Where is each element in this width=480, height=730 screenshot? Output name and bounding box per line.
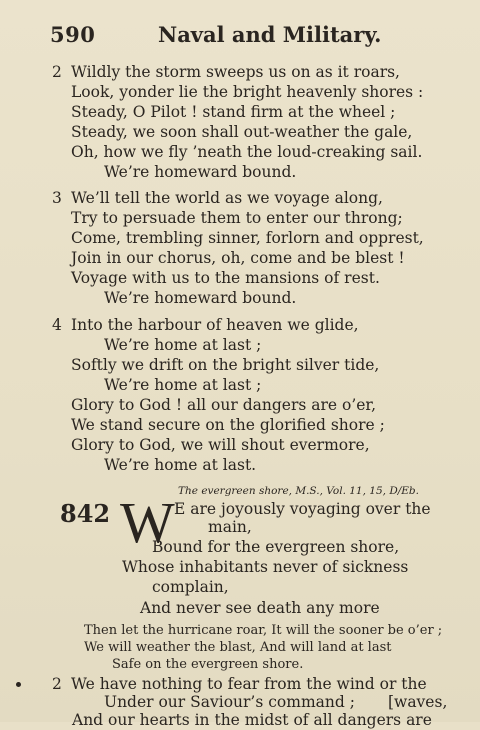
verse-line: Bound for the evergreen shore, xyxy=(152,538,400,556)
verse-line: Wildly the storm sweeps us on as it roars, xyxy=(71,63,400,81)
verse-number: 3 xyxy=(52,189,62,207)
drop-cap: W xyxy=(120,490,175,555)
verse-line: Steady, O Pilot ! stand firm at the wheel ; xyxy=(71,103,396,121)
chorus-line: Then let the hurricane roar, It will the sooner be o’er ; xyxy=(84,623,443,638)
refrain-line: We’re homeward bound. xyxy=(104,163,297,181)
verse-line: complain, xyxy=(152,578,229,596)
verse-line: Look, yonder lie the bright heavenly shores : xyxy=(71,83,424,101)
verse-line: Whose inhabitants never of sickness xyxy=(122,558,409,576)
refrain-line: We’re home at last ; xyxy=(104,336,262,354)
verse-line: main, xyxy=(208,518,252,536)
verse-line: E are joyously voyaging over the xyxy=(174,500,431,518)
verse-number: 2 xyxy=(52,675,62,693)
refrain-line: We’re homeward bound. xyxy=(104,289,297,307)
tune-source: The evergreen shore, M.S., Vol. 11, 15, D/Eb. xyxy=(178,485,419,497)
hymn-number: 842 xyxy=(60,499,111,528)
chorus-line: We will weather the blast, And will land at last xyxy=(84,640,392,655)
verse-line: We stand secure on the glorified shore ; xyxy=(71,416,385,434)
verse-number: 4 xyxy=(52,316,62,334)
page-number: 590 xyxy=(50,22,96,47)
verse-line: Steady, we soon shall out-weather the gale, xyxy=(71,123,413,141)
verse-line: Glory to God, we will shout evermore, xyxy=(71,436,370,454)
running-title: Naval and Military. xyxy=(158,22,382,47)
chorus-line: Safe on the evergreen shore. xyxy=(112,657,304,672)
refrain-line: We’re home at last ; xyxy=(104,376,262,394)
verse-line: We have nothing to fear from the wind or the xyxy=(71,675,427,693)
turnover-word: [waves, xyxy=(388,693,448,711)
page-header xyxy=(50,22,440,52)
verse-line: We’ll tell the world as we voyage along, xyxy=(71,189,383,207)
verse-line: Into the harbour of heaven we glide, xyxy=(71,316,359,334)
verse-line: Oh, how we fly ’neath the loud-creaking sail. xyxy=(71,143,423,161)
refrain-line: We’re home at last. xyxy=(104,456,257,474)
verse-line: Try to persuade them to enter our throng; xyxy=(71,209,403,227)
verse-line: And our hearts in the midst of all dangers are xyxy=(72,711,432,729)
verse-line: Voyage with us to the mansions of rest. xyxy=(71,269,380,287)
verse-line: Join in our chorus, oh, come and be blest ! xyxy=(71,249,405,267)
ink-spot xyxy=(16,682,21,687)
verse-line: Under our Saviour’s command ; xyxy=(104,693,355,711)
verse-number: 2 xyxy=(52,63,62,81)
verse-line: And never see death any more xyxy=(140,599,380,617)
verse-line: Softly we drift on the bright silver tide, xyxy=(71,356,380,374)
verse-line: Glory to God ! all our dangers are o’er, xyxy=(71,396,377,414)
verse-line: Come, trembling sinner, forlorn and opprest, xyxy=(71,229,424,247)
